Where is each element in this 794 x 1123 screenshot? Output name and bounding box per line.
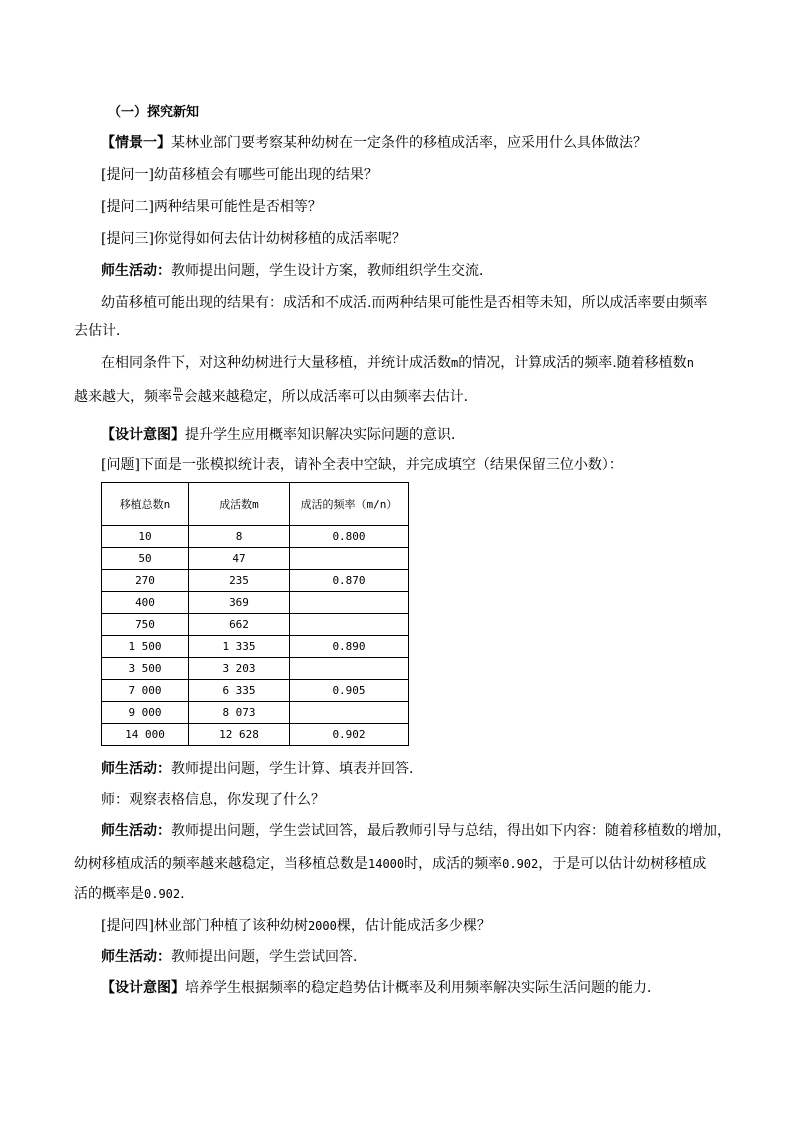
question-three: [提问三]你觉得如何去估计幼树移植的成活率呢？ (101, 231, 406, 247)
intent-text: 培养学生根据频率的稳定趋势估计概率及利用频率解决实际生活问题的能力． (185, 980, 661, 996)
act3-number-frequency: 0.902 (502, 857, 539, 871)
activity-four (101, 948, 367, 966)
question-two: [提问二]两种结果可能性是否相等？ (101, 199, 322, 215)
header-survived-m: 成活数m (189, 483, 290, 526)
intent-text: 提升学生应用概率知识解决实际问题的意识． (185, 427, 465, 443)
act3-text-b: 时，成活的频率 (404, 856, 503, 872)
cell-total-n: 1 500 (102, 636, 189, 658)
cell-total-n: 400 (102, 592, 189, 614)
table-row (102, 636, 409, 658)
q4-text-b: 棵，估计能成活多少棵？ (336, 918, 491, 934)
problem-statement: [问题]下面是一张模拟统计表，请补全表中空缺，并完成填空（结果保留三位小数）： (101, 457, 623, 473)
design-intent-one (101, 426, 465, 444)
cell-total-n: 750 (102, 614, 189, 636)
cell-survived-m: 3 203 (189, 658, 290, 680)
cell-frequency: 0.870 (290, 570, 409, 592)
act3-text-e: . (180, 886, 185, 902)
para2-text-c: 越来越大，频率 (74, 389, 172, 405)
para2-var-m: m (451, 356, 459, 370)
para2-text-a: 在相同条件下，对这种幼树进行大量移植，并统计成活数 (101, 355, 451, 371)
header-frequency: 成活的频率（m/n） (290, 483, 409, 526)
scenario-tag: 【情景一】 (101, 135, 171, 151)
table-body (102, 526, 409, 746)
question-four (101, 917, 491, 935)
design-intent-two (101, 979, 661, 997)
table-row (102, 658, 409, 680)
para2-text-d: 会越来越稳定，所以成活率可以由频率去估计． (183, 389, 478, 405)
table-header-row (102, 483, 409, 526)
activity-two (101, 760, 423, 778)
scenario-one (101, 134, 647, 152)
table-row (102, 570, 409, 592)
fraction-m-over-n (173, 386, 183, 403)
fraction-denominator: n (175, 393, 181, 403)
cell-frequency (290, 614, 409, 636)
paragraph-two-line-2 (74, 384, 478, 406)
cell-survived-m: 12 628 (189, 724, 290, 746)
intent-tag: 【设计意图】 (101, 980, 185, 996)
cell-frequency: 0.905 (290, 680, 409, 702)
table-row (102, 526, 409, 548)
table-row (102, 702, 409, 724)
intent-tag: 【设计意图】 (101, 427, 185, 443)
cell-survived-m: 1 335 (189, 636, 290, 658)
q4-text-a: [提问四]林业部门种植了该种幼树 (101, 918, 308, 934)
act3-text-c: ，于是可以估计幼树移植成 (538, 856, 707, 872)
table-row (102, 680, 409, 702)
statistics-table (101, 482, 409, 746)
cell-total-n: 7 000 (102, 680, 189, 702)
cell-frequency (290, 548, 409, 570)
cell-frequency: 0.902 (290, 724, 409, 746)
paragraph-two-line-1 (101, 354, 694, 372)
cell-survived-m: 369 (189, 592, 290, 614)
activity-label: 师生活动： (101, 761, 171, 777)
activity-text: 教师提出问题，学生计算、填表并回答． (171, 761, 423, 777)
activity-text: 教师提出问题，学生尝试回答，最后教师引导与总结，得出如下内容：随着移植数的增加， (171, 823, 731, 839)
question-one: [提问一]幼苗移植会有哪些可能出现的结果？ (101, 167, 378, 183)
q4-number: 2000 (307, 919, 337, 933)
cell-survived-m: 47 (189, 548, 290, 570)
cell-total-n: 50 (102, 548, 189, 570)
activity-text: 教师提出问题，学生设计方案，教师组织学生交流． (171, 263, 493, 279)
table-row (102, 592, 409, 614)
act3-number-probability: 0.902 (144, 887, 181, 901)
cell-survived-m: 8 073 (189, 702, 290, 724)
activity-label: 师生活动： (101, 823, 171, 839)
cell-total-n: 3 500 (102, 658, 189, 680)
table-row (102, 548, 409, 570)
cell-survived-m: 6 335 (189, 680, 290, 702)
cell-frequency: 0.890 (290, 636, 409, 658)
table-row (102, 724, 409, 746)
paragraph-one-line-2: 去估计． (74, 323, 130, 339)
act3-text-a: 幼树移植成活的频率越来越稳定，当移植总数是 (74, 856, 368, 872)
cell-total-n: 14 000 (102, 724, 189, 746)
activity-one (101, 262, 493, 280)
cell-frequency (290, 702, 409, 724)
activity-text: 教师提出问题，学生尝试回答． (171, 949, 367, 965)
header-total-n: 移植总数n (102, 483, 189, 526)
para2-text-b: 的情况，计算成活的频率.随着移植数 (458, 355, 687, 371)
scenario-text: 某林业部门要考察某种幼树在一定条件的移植成活率，应采用什么具体做法？ (171, 135, 647, 151)
activity-three-line-2 (74, 855, 706, 873)
act3-number-total: 14000 (368, 857, 405, 871)
cell-total-n: 9 000 (102, 702, 189, 724)
cell-frequency (290, 658, 409, 680)
cell-frequency (290, 592, 409, 614)
cell-frequency: 0.800 (290, 526, 409, 548)
paragraph-one-line-1: 幼苗移植可能出现的结果有：成活和不成活.而两种结果可能性是否相等未知，所以成活率要由频率 (101, 295, 708, 311)
teacher-question: 师：观察表格信息，你发现了什么？ (101, 792, 325, 808)
cell-survived-m: 662 (189, 614, 290, 636)
section-title: （一）探究新知 (108, 105, 200, 120)
act3-text-d: 活的概率是 (74, 886, 144, 902)
activity-three-line-1 (101, 822, 731, 840)
activity-label: 师生活动： (101, 263, 171, 279)
activity-three-line-3 (74, 885, 185, 903)
cell-total-n: 270 (102, 570, 189, 592)
para2-var-n: n (686, 356, 694, 370)
cell-survived-m: 8 (189, 526, 290, 548)
activity-label: 师生活动： (101, 949, 171, 965)
table-row (102, 614, 409, 636)
cell-total-n: 10 (102, 526, 189, 548)
cell-survived-m: 235 (189, 570, 290, 592)
fraction-numerator: m (174, 384, 182, 394)
